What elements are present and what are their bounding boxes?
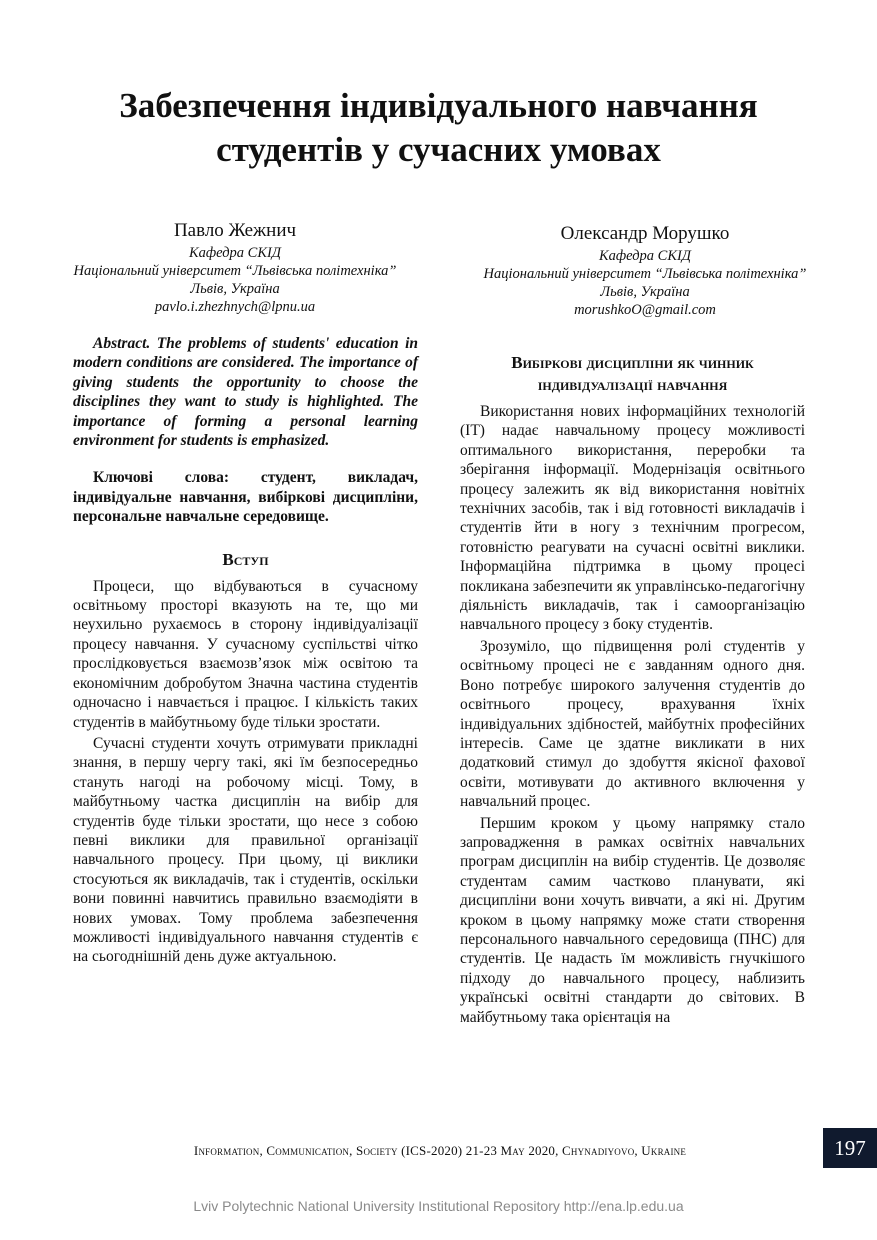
abstract: Abstract. The problems of students' education in modern conditions are considered. The importance of giving students the opportunity to choose the disciplines they want to study is highlighted. The importance of forming a personal learning environment for students is emphasized. xyxy=(73,335,418,450)
keywords: Ключові слова: студент, викладач, індивідуальне навчання, вибіркові дисципліни, персональне навчальне середовище. xyxy=(73,469,418,526)
author-university: Національний університет “Львівська політехніка” xyxy=(483,266,807,282)
author-city: Львів, Україна xyxy=(190,281,280,297)
left-column xyxy=(73,334,418,969)
conference-footer: Information, Communication, Society (ICS-2020) 21-23 May 2020, Chynadiyovo, Ukraine xyxy=(193,1143,687,1158)
title-line-1: Забезпечення індивідуального навчання xyxy=(119,86,758,125)
author-department: Кафедра СКІД xyxy=(188,245,282,261)
author-name: Павло Жежнич xyxy=(173,220,297,241)
title-line-2: студентів у сучасних умовах xyxy=(216,130,661,169)
author-city: Львів, Україна xyxy=(600,284,690,300)
section-heading-line-1: Вибіркові дисципліни як чинник xyxy=(511,353,754,372)
author-block-1 xyxy=(40,218,430,316)
author-block-2 xyxy=(455,221,835,319)
author-department: Кафедра СКІД xyxy=(598,248,692,264)
section-heading-electives xyxy=(460,352,805,396)
right-column xyxy=(460,352,805,1029)
repository-watermark: Lviv Polytechnic National University Institutional Repository http://ena.lp.edu.ua xyxy=(193,1198,684,1214)
section-heading-intro: Вступ xyxy=(222,549,269,569)
section-heading-line-2: індивідуалізації навчання xyxy=(537,375,728,394)
intro-paragraph-2: Сучасні студенти хочуть отримувати прикладні знання, в першу чергу такі, які їм безпосередньо стануть нагоді на робочому місці. Тому, в майбутньому частка дисциплін на вибір для студентів буде тільки зростати, що несе з собою певні виклики для правильної організації навчального процесу. При цьому, ці виклики стосуються як викладачів, так і студентів, оскільки вони повинні навчитись правильно взаємодіяти в нових умовах. Тому проблема забезпечення можливості індивідуального навчання студентів є на сьогоднішній день дуже актуальною. xyxy=(73,734,418,966)
author-name: Олександр Морушко xyxy=(560,223,730,244)
author-email: pavlo.i.zhezhnych@lpnu.ua xyxy=(154,299,316,315)
page-number: 197 xyxy=(823,1128,877,1168)
intro-paragraph-1: Процеси, що відбуваються в сучасному освітньому просторі вказують на те, що ми неухильно рухаємось в сторону індивідуалізації процесу навчання. У сучасному суспільстві чітко прослідковується взаємозв’язок між освітою та економічним добробутом Значна частина студентів одночасно і навчається і працює. І кількість таких студентів в майбутньому буде тільки зростати. xyxy=(73,577,418,731)
section2-paragraph-1: Використання нових інформаційних технологій (ІТ) надає навчальному процесу можливості оптимального використання, переробки та зберігання інформації. Модернізація освітнього процесу залежить як від використання новітніх технічних засобів, так і від готовності викладачів і студентів йти в ногу з технічним прогресом, готовністю реагувати на сучасні освітні виклики. Інформаційна підтримка в цьому процесі покликана забезпечити як управлінсько-педагогічну діяльність викладачів, так і самоорганізацію навчального процесу з боку студентів. xyxy=(460,403,805,634)
section2-paragraph-2: Зрозуміло, що підвищення ролі студентів у освітньому процесі не є завданням одного дня. Воно потребує широкого залучення студентів до освітнього процесу, врахування їхніх індивідуальних здібностей, майбутніх професійних інтересів. Саме це здатне викликати в них додатковий стимул до здобуття якісної фахової освіти, мотивувати до активного включення у навчальний процес. xyxy=(460,637,805,811)
author-email: morushkoO@gmail.com xyxy=(574,302,716,318)
author-university: Національний університет “Львівська політехніка” xyxy=(73,263,397,279)
section2-paragraph-3: Першим кроком у цьому напрямку стало запровадження в рамках освітніх навчальних програм дисциплін на вибір студентів. Це дозволяє студентам самим частково планувати, які дисципліни вони хочуть вивчати, а які ні. Другим кроком в цьому напрямку може стати створення персонального навчального середовища (ПНС) для студентів. Це надасть їм можливість гнучкішого підходу до навчального процесу, наблизить українські освітні стандарти до світових. В майбутньому така орієнтація на xyxy=(460,814,805,1026)
paper-title xyxy=(40,84,837,172)
